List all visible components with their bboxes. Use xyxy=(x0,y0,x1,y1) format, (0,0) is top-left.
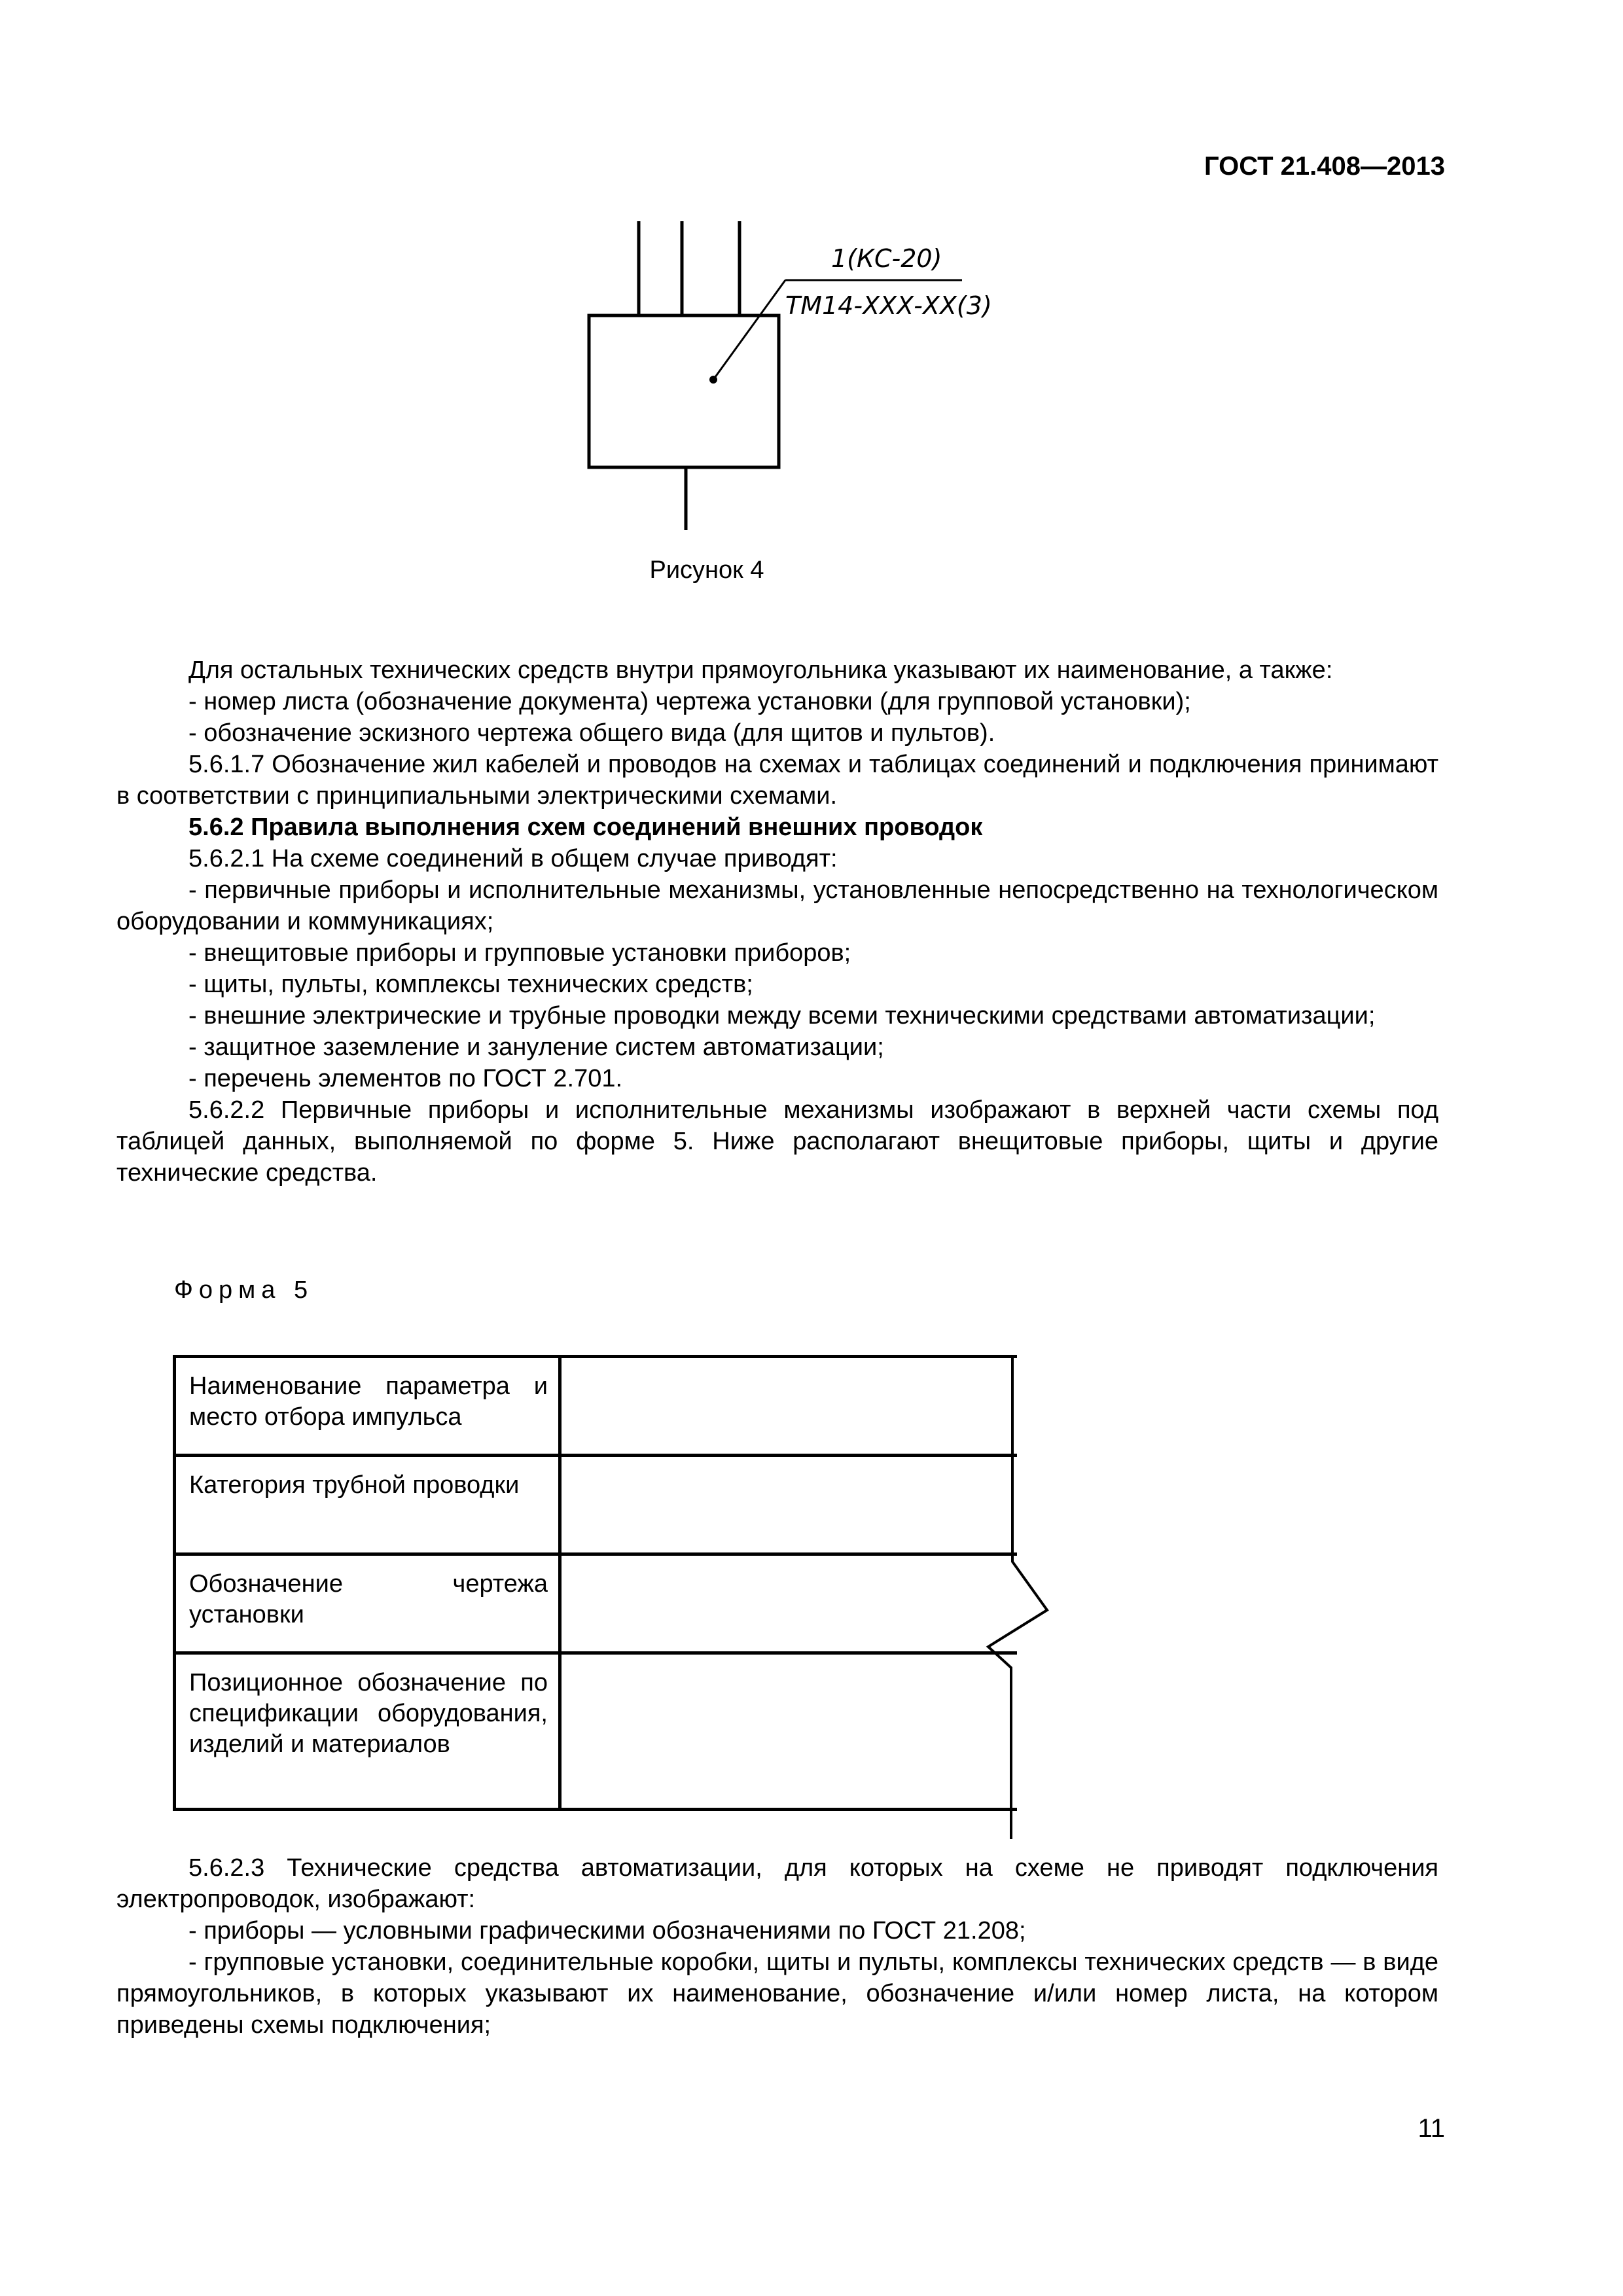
page-number: 11 xyxy=(1418,2114,1445,2143)
paragraph: 5.6.2.3 Технические средства автоматизации, для которых на схеме не приводят подключения электропроводок, изображают: xyxy=(116,1854,1438,1913)
table-cell-empty xyxy=(560,1554,1018,1653)
table-cell-empty xyxy=(560,1357,1018,1456)
paragraph: 5.6.1.7 Обозначение жил кабелей и проводов на схемах и таблицах соединений и подключения принимают в соответствии с принципиальными электрическими схемами. xyxy=(116,751,1438,810)
figure-label-bottom: ТМ14-ХХХ-ХХ(3) xyxy=(785,291,992,320)
paragraph: - перечень элементов по ГОСТ 2.701. xyxy=(188,1065,623,1092)
paragraph: - внещитовые приборы и групповые установки приборов; xyxy=(188,939,851,967)
form-title: Форма 5 xyxy=(174,1276,314,1304)
table-cell-label: Позиционное обозначение по спецификации оборудования, изделий и материалов xyxy=(175,1653,560,1810)
body-text-2 xyxy=(116,1852,1438,2041)
table-cell-label: Наименование параметра и место отбора импульса xyxy=(175,1357,560,1456)
paragraph: 5.6.2.2 Первичные приборы и исполнительные механизмы изображают в верхней части схемы под таблицей данных, выполняемой по форме 5. Ниже располагают внещитовые приборы, щиты и другие технические средства. xyxy=(116,1096,1438,1187)
table-row xyxy=(175,1554,1018,1653)
paragraph: - групповые установки, соединительные коробки, щиты и пульты, комплексы технических средств — в виде прямоугольников, в которых указывают их наименование, обозначение и/или номер листа, на котором приведены схемы подключения; xyxy=(116,1948,1438,2039)
table-cell-label: Обозначение чертежа установки xyxy=(175,1554,560,1653)
table-row xyxy=(175,1653,1018,1810)
device-rectangle xyxy=(589,315,779,467)
section-heading: 5.6.2 Правила выполнения схем соединений внешних проводок xyxy=(188,814,983,841)
paragraph: - щиты, пульты, комплексы технических средств; xyxy=(188,971,753,998)
leader-dot xyxy=(709,376,717,384)
table-row xyxy=(175,1456,1018,1554)
paragraph: - обозначение эскизного чертежа общего вида (для щитов и пультов). xyxy=(188,719,995,747)
paragraph: - внешние электрические и трубные проводки между всеми техническими средствами автоматизации; xyxy=(188,1002,1376,1030)
paragraph: - первичные приборы и исполнительные механизмы, установленные непосредственно на технологическом оборудовании и коммуникациях; xyxy=(116,876,1438,935)
paragraph: - защитное заземление и зануление систем автоматизации; xyxy=(188,1033,884,1061)
paragraph: - приборы — условными графическими обозначениями по ГОСТ 21.208; xyxy=(188,1917,1026,1945)
figure-4-diagram xyxy=(563,209,1034,576)
table-row xyxy=(175,1357,1018,1456)
leader-line xyxy=(713,280,785,380)
table-cell-empty xyxy=(560,1653,1018,1810)
figure-caption: Рисунок 4 xyxy=(649,556,764,584)
body-text xyxy=(116,655,1438,1189)
table-cell-label: Категория трубной проводки xyxy=(175,1456,560,1554)
document-header: ГОСТ 21.408—2013 xyxy=(1204,152,1445,181)
form-5-table xyxy=(173,1355,1017,1811)
paragraph: Для остальных технических средств внутри прямоугольника указывают их наименование, а также: xyxy=(188,656,1333,684)
paragraph: 5.6.2.1 На схеме соединений в общем случае приводят: xyxy=(188,845,838,872)
figure-label-top: 1(КС-20) xyxy=(831,244,942,273)
table-cell-empty xyxy=(560,1456,1018,1554)
paragraph: - номер листа (обозначение документа) чертежа установки (для групповой установки); xyxy=(188,688,1191,715)
